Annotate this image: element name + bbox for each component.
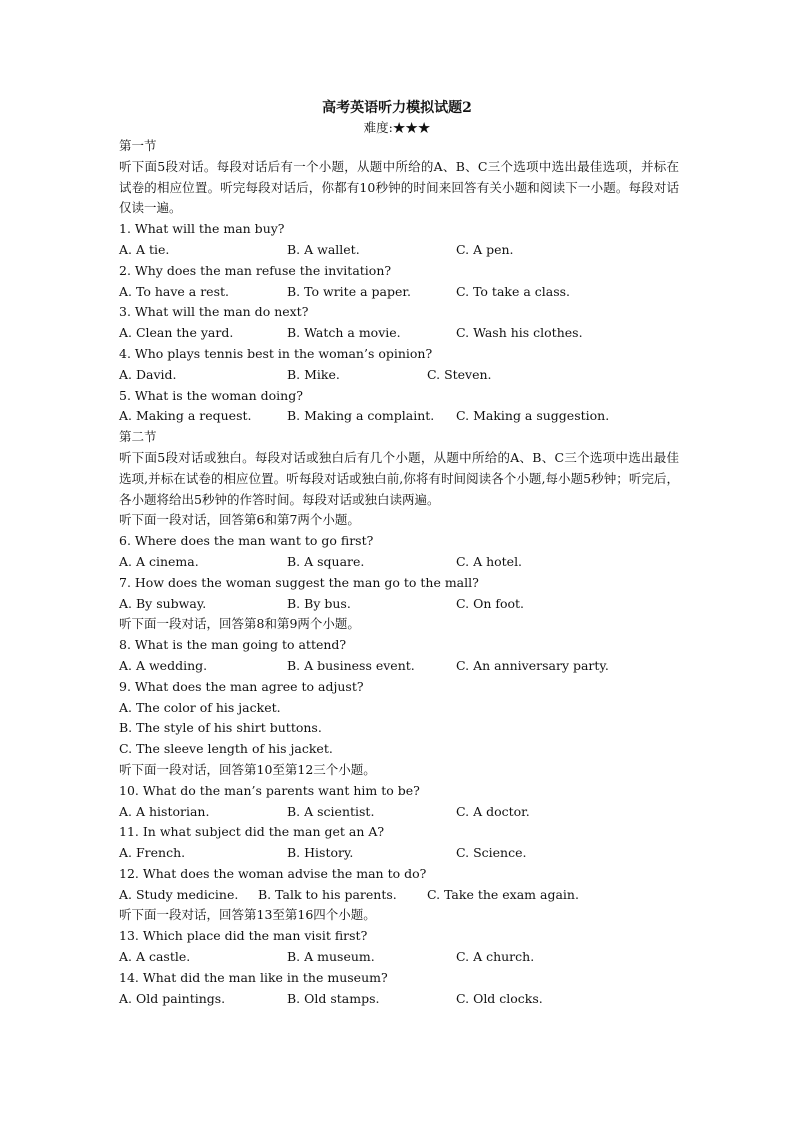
option-b: B. History. <box>287 845 354 861</box>
option-c: C. A hotel. <box>456 553 523 569</box>
question-options <box>119 656 679 677</box>
option-a: A. To have a rest. <box>119 283 229 299</box>
group-instruction: 听下面一段对话，回答第13至第16四个小题。 <box>119 907 376 923</box>
difficulty-rating: 难度:★★★ <box>363 120 431 135</box>
option-c: C. A pen. <box>456 241 514 257</box>
question-text: 4. Who plays tennis best in the woman’s opinion? <box>119 345 433 361</box>
option-a: A. A cinema. <box>119 553 199 569</box>
question-options <box>119 240 679 261</box>
group-instruction: 听下面一段对话，回答第6和第7两个小题。 <box>119 512 360 528</box>
option-b: B. Making a complaint. <box>287 408 435 424</box>
question-text: 12. What does the woman advise the man to do? <box>119 865 427 881</box>
question-options <box>119 885 679 906</box>
question-text: 3. What will the man do next? <box>119 304 309 320</box>
option-a: A. The color of his jacket. <box>119 699 281 715</box>
question-text: 7. How does the woman suggest the man go to the mall? <box>119 574 479 590</box>
question-text: 2. Why does the man refuse the invitation? <box>119 262 392 278</box>
question-options <box>119 365 679 386</box>
section-heading: 第一节 <box>119 138 157 153</box>
question-options <box>119 406 679 427</box>
option-b: B. Old stamps. <box>287 990 380 1006</box>
option-a: A. A historian. <box>119 803 210 819</box>
question-text: 14. What did the man like in the museum? <box>119 969 388 985</box>
section-instructions: 听下面5段对话或独白。每段对话或独白后有几个小题，从题中所给的A、B、C三个选项中选出最佳选项,并标在试卷的相应位置。听每段对话或独白前,你将有时间阅读各个小题,每小题5秒钟；听完后，各小题将给出5秒钟的作答时间。每段对话或独白读两遍。 <box>119 449 679 507</box>
option-b: B. A wallet. <box>287 241 360 257</box>
option-b: B. A museum. <box>287 949 375 965</box>
option-a: A. Clean the yard. <box>119 325 234 341</box>
option-c: C. A doctor. <box>456 803 530 819</box>
option-c: C. Steven. <box>427 366 492 382</box>
option-c: C. Take the exam again. <box>427 886 579 902</box>
option-c: C. The sleeve length of his jacket. <box>119 741 333 757</box>
option-b: B. Watch a movie. <box>287 325 401 341</box>
option-a: A. Making a request. <box>119 408 252 424</box>
group-instruction: 听下面一段对话，回答第8和第9两个小题。 <box>119 616 360 632</box>
question-options <box>119 802 679 823</box>
option-c: C. A church. <box>456 949 535 965</box>
question-options <box>119 947 679 968</box>
option-a: A. By subway. <box>119 595 207 611</box>
option-b: B. A scientist. <box>287 803 375 819</box>
option-b: B. The style of his shirt buttons. <box>119 720 322 736</box>
option-c: C. To take a class. <box>456 283 571 299</box>
option-b: B. Talk to his parents. <box>258 886 397 902</box>
question-options <box>119 843 679 864</box>
page-title: 高考英语听力模拟试题2 <box>322 100 472 116</box>
section-instructions: 听下面5段对话。每段对话后有一个小题，从题中所给的A、B、C三个选项中选出最佳选项，并标在试卷的相应位置。听完每段对话后，你都有10秒钟的时间来回答有关小题和阅读下一小题。每段对话仅读一遍。 <box>119 158 679 216</box>
option-b: B. Mike. <box>287 366 340 382</box>
question-text: 8. What is the man going to attend? <box>119 637 347 653</box>
question-text: 10. What do the man’s parents want him to be? <box>119 782 420 798</box>
option-c: C. Science. <box>456 845 527 861</box>
group-instruction: 听下面一段对话，回答第10至第12三个小题。 <box>119 761 376 777</box>
question-options <box>119 282 679 303</box>
option-a: A. David. <box>119 366 177 382</box>
question-text: 1. What will the man buy? <box>119 221 285 237</box>
question-text: 13. Which place did the man visit first? <box>119 928 368 944</box>
option-c: C. Wash his clothes. <box>456 325 583 341</box>
option-a: A. French. <box>119 845 186 861</box>
question-options <box>119 323 679 344</box>
option-c: C. Making a suggestion. <box>456 408 610 424</box>
question-text: 6. Where does the man want to go first? <box>119 533 374 549</box>
option-a: A. Old paintings. <box>119 990 226 1006</box>
question-text: 5. What is the woman doing? <box>119 387 303 403</box>
question-text: 11. In what subject did the man get an A? <box>119 824 385 840</box>
question-options <box>119 552 679 573</box>
section-heading: 第二节 <box>119 429 157 445</box>
option-a: A. A castle. <box>119 949 191 965</box>
option-a: A. A tie. <box>119 241 170 257</box>
exam-content <box>119 136 679 1009</box>
option-a: A. Study medicine. <box>119 886 239 902</box>
option-c: C. Old clocks. <box>456 990 543 1006</box>
option-b: B. A business event. <box>287 657 415 673</box>
question-options <box>119 989 679 1010</box>
question-options <box>119 594 679 615</box>
option-b: B. To write a paper. <box>287 283 411 299</box>
option-a: A. A wedding. <box>119 657 208 673</box>
option-b: B. A square. <box>287 553 365 569</box>
option-b: B. By bus. <box>287 595 351 611</box>
option-c: C. An anniversary party. <box>456 657 609 673</box>
option-c: C. On foot. <box>456 595 525 611</box>
question-text: 9. What does the man agree to adjust? <box>119 678 364 694</box>
